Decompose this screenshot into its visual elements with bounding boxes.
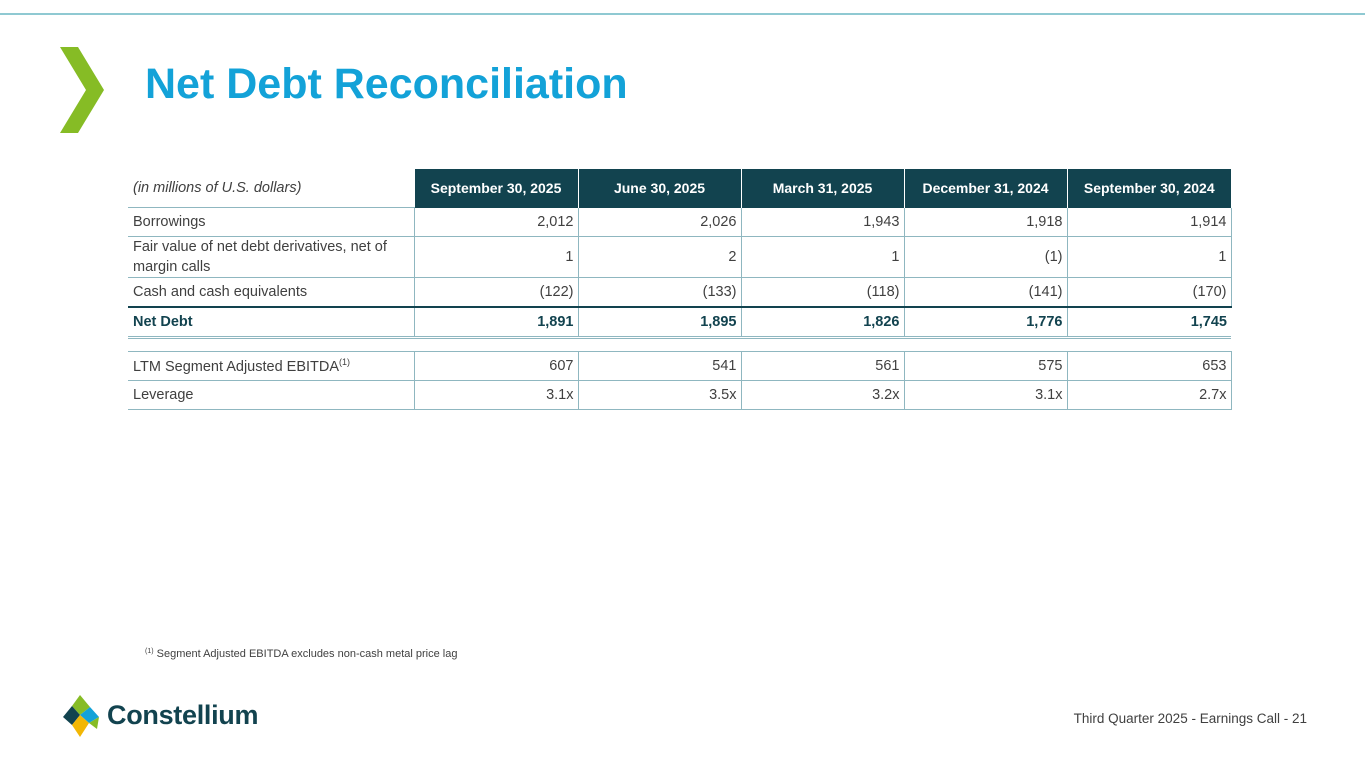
column-header: December 31, 2024 <box>904 169 1067 208</box>
table-cell: (170) <box>1067 278 1231 308</box>
page-reference: Third Quarter 2025 - Earnings Call - 21 <box>1073 711 1307 726</box>
table-cell: 1,943 <box>741 208 904 237</box>
table-cell: 1,891 <box>414 307 578 338</box>
table-cell: 1,895 <box>578 307 741 338</box>
column-header: March 31, 2025 <box>741 169 904 208</box>
footnote-mark: (1) <box>145 648 154 655</box>
table-row-cash <box>128 278 1231 308</box>
table-spacer <box>128 338 1231 352</box>
table-cell: 1,776 <box>904 307 1067 338</box>
table-cell: 2 <box>578 237 741 278</box>
row-label: Borrowings <box>128 208 414 237</box>
table-cell: 541 <box>578 352 741 381</box>
row-label: Leverage <box>128 381 414 410</box>
table-cell: (133) <box>578 278 741 308</box>
row-label: Net Debt <box>128 307 414 338</box>
row-label: Fair value of net debt derivatives, net of margin calls <box>128 237 414 278</box>
table-row-net-debt <box>128 307 1231 338</box>
table-cell: 575 <box>904 352 1067 381</box>
top-rule <box>0 13 1365 15</box>
table-row-borrowings <box>128 208 1231 237</box>
table-cell: (1) <box>904 237 1067 278</box>
column-header: September 30, 2025 <box>414 169 578 208</box>
logo-wordmark: Constellium <box>107 700 259 730</box>
footnote-text: Segment Adjusted EBITDA excludes non-cash metal price lag <box>153 648 458 660</box>
footnote <box>145 648 457 660</box>
table-cell: 1,826 <box>741 307 904 338</box>
net-debt-table <box>128 169 1232 410</box>
table-cell: 2.7x <box>1067 381 1231 410</box>
column-header: June 30, 2025 <box>578 169 741 208</box>
row-label: Cash and cash equivalents <box>128 278 414 308</box>
column-header: September 30, 2024 <box>1067 169 1231 208</box>
page-title: Net Debt Reconciliation <box>145 60 628 108</box>
unit-label: (in millions of U.S. dollars) <box>128 169 414 208</box>
table-cell: 561 <box>741 352 904 381</box>
table-cell: 1 <box>1067 237 1231 278</box>
table-cell: (118) <box>741 278 904 308</box>
table-cell: 1,918 <box>904 208 1067 237</box>
constellium-logo <box>63 695 273 739</box>
table-cell: 1 <box>741 237 904 278</box>
table-cell: 3.1x <box>904 381 1067 410</box>
table-header-row <box>128 169 1231 208</box>
table-cell: (141) <box>904 278 1067 308</box>
chevron-right-icon <box>58 47 106 133</box>
table-cell: 653 <box>1067 352 1231 381</box>
footnote-mark: (1) <box>339 357 351 367</box>
constellium-logo-icon <box>63 695 101 737</box>
row-label <box>128 352 414 381</box>
table-row-derivatives <box>128 237 1231 278</box>
table-cell: 3.1x <box>414 381 578 410</box>
table-cell: 2,012 <box>414 208 578 237</box>
table-cell: 1,745 <box>1067 307 1231 338</box>
table-row-ebitda <box>128 352 1231 381</box>
table-cell: 1 <box>414 237 578 278</box>
table-cell: (122) <box>414 278 578 308</box>
table-cell: 2,026 <box>578 208 741 237</box>
table-cell: 3.5x <box>578 381 741 410</box>
table-cell: 1,914 <box>1067 208 1231 237</box>
table-cell: 3.2x <box>741 381 904 410</box>
table-row-leverage <box>128 381 1231 410</box>
table-cell: 607 <box>414 352 578 381</box>
ebitda-label: LTM Segment Adjusted EBITDA <box>133 359 340 375</box>
